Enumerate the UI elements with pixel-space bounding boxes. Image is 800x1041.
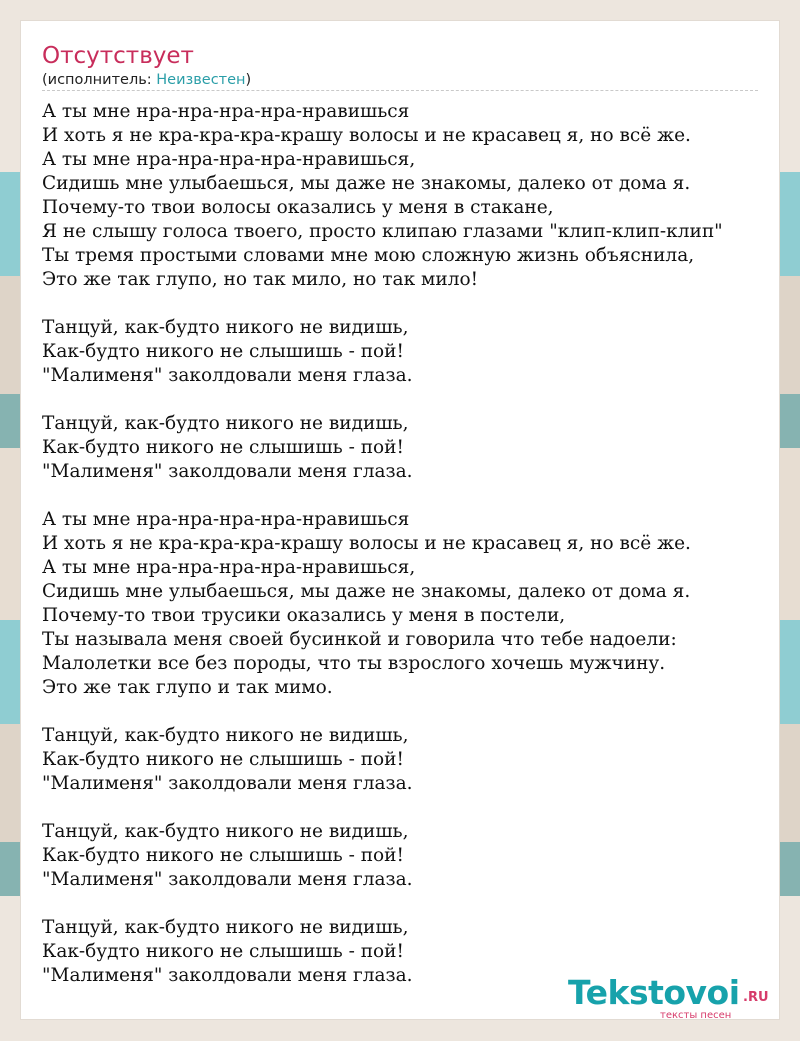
lyric-line: Ты называла меня своей бусинкой и говорила что тебе надоели:	[42, 629, 677, 650]
performer-suffix: )	[245, 72, 252, 88]
lyric-line: Танцуй, как-будто никого не видишь,	[42, 917, 409, 938]
stanza-gap	[42, 292, 723, 316]
lyric-line: А ты мне нра-нра-нра-нра-нравишься,	[42, 149, 416, 170]
stanza-gap	[42, 700, 723, 724]
lyric-line: А ты мне нра-нра-нра-нра-нравишься,	[42, 557, 416, 578]
title-divider	[42, 90, 758, 91]
lyric-line: "Малименя" заколдовали меня глаза.	[42, 365, 413, 386]
stanza	[42, 412, 723, 484]
stanza	[42, 100, 723, 292]
lyric-line: "Малименя" заколдовали меня глаза.	[42, 461, 413, 482]
stanza-gap	[42, 892, 723, 916]
lyric-line: Ты тремя простыми словами мне мою сложную жизнь объяснила,	[42, 245, 695, 266]
lyric-line: Как-будто никого не слышишь - пой!	[42, 941, 404, 962]
lyric-line: Танцуй, как-будто никого не видишь,	[42, 317, 409, 338]
lyric-line: Как-будто никого не слышишь - пой!	[42, 749, 404, 770]
performer-link[interactable]: Неизвестен	[156, 72, 246, 88]
logo-name: Tekstovoi	[568, 973, 740, 1012]
lyric-line: А ты мне нра-нра-нра-нра-нравишься	[42, 509, 410, 530]
lyric-line: Почему-то твои трусики оказались у меня в постели,	[42, 605, 566, 626]
lyric-line: Сидишь мне улыбаешься, мы даже не знакомы, далеко от дома я.	[42, 173, 691, 194]
lyric-line: Как-будто никого не слышишь - пой!	[42, 341, 404, 362]
lyric-line: Малолетки все без породы, что ты взрослого хочешь мужчину.	[42, 653, 666, 674]
lyric-line: И хоть я не кра-кра-кра-крашу волосы и не красавец я, но всё же.	[42, 125, 691, 146]
lyric-line: Это же так глупо, но так мило, но так мило!	[42, 269, 479, 290]
lyric-line: Танцуй, как-будто никого не видишь,	[42, 821, 409, 842]
stanza-gap	[42, 484, 723, 508]
performer-line	[42, 71, 251, 89]
lyrics-text	[42, 100, 723, 988]
lyric-line: Как-будто никого не слышишь - пой!	[42, 437, 404, 458]
lyric-line: "Малименя" заколдовали меня глаза.	[42, 773, 413, 794]
tekstovoi-logo[interactable]	[568, 973, 778, 1023]
stanza	[42, 724, 723, 796]
lyric-line: Сидишь мне улыбаешься, мы даже не знакомы, далеко от дома я.	[42, 581, 691, 602]
logo-tld: .RU	[743, 990, 769, 1005]
lyric-line: Я не слышу голоса твоего, просто клипаю глазами "клип-клип-клип"	[42, 221, 723, 242]
stanza	[42, 508, 723, 700]
stanza	[42, 820, 723, 892]
stanza-gap	[42, 388, 723, 412]
lyric-line: "Малименя" заколдовали меня глаза.	[42, 965, 413, 986]
lyric-line: А ты мне нра-нра-нра-нра-нравишься	[42, 101, 410, 122]
lyric-line: "Малименя" заколдовали меня глаза.	[42, 869, 413, 890]
lyric-line: Это же так глупо и так мимо.	[42, 677, 333, 698]
lyric-line: Танцуй, как-будто никого не видишь,	[42, 725, 409, 746]
logo-tagline: тексты песен	[660, 1010, 732, 1021]
performer-prefix: (исполнитель:	[42, 72, 157, 88]
lyric-line: Почему-то твои волосы оказались у меня в стакане,	[42, 197, 554, 218]
lyric-line: И хоть я не кра-кра-кра-крашу волосы и не красавец я, но всё же.	[42, 533, 691, 554]
lyric-line: Танцуй, как-будто никого не видишь,	[42, 413, 409, 434]
song-title: Отсутствует	[42, 43, 194, 69]
lyric-line: Как-будто никого не слышишь - пой!	[42, 845, 404, 866]
stanza-gap	[42, 796, 723, 820]
stanza	[42, 316, 723, 388]
